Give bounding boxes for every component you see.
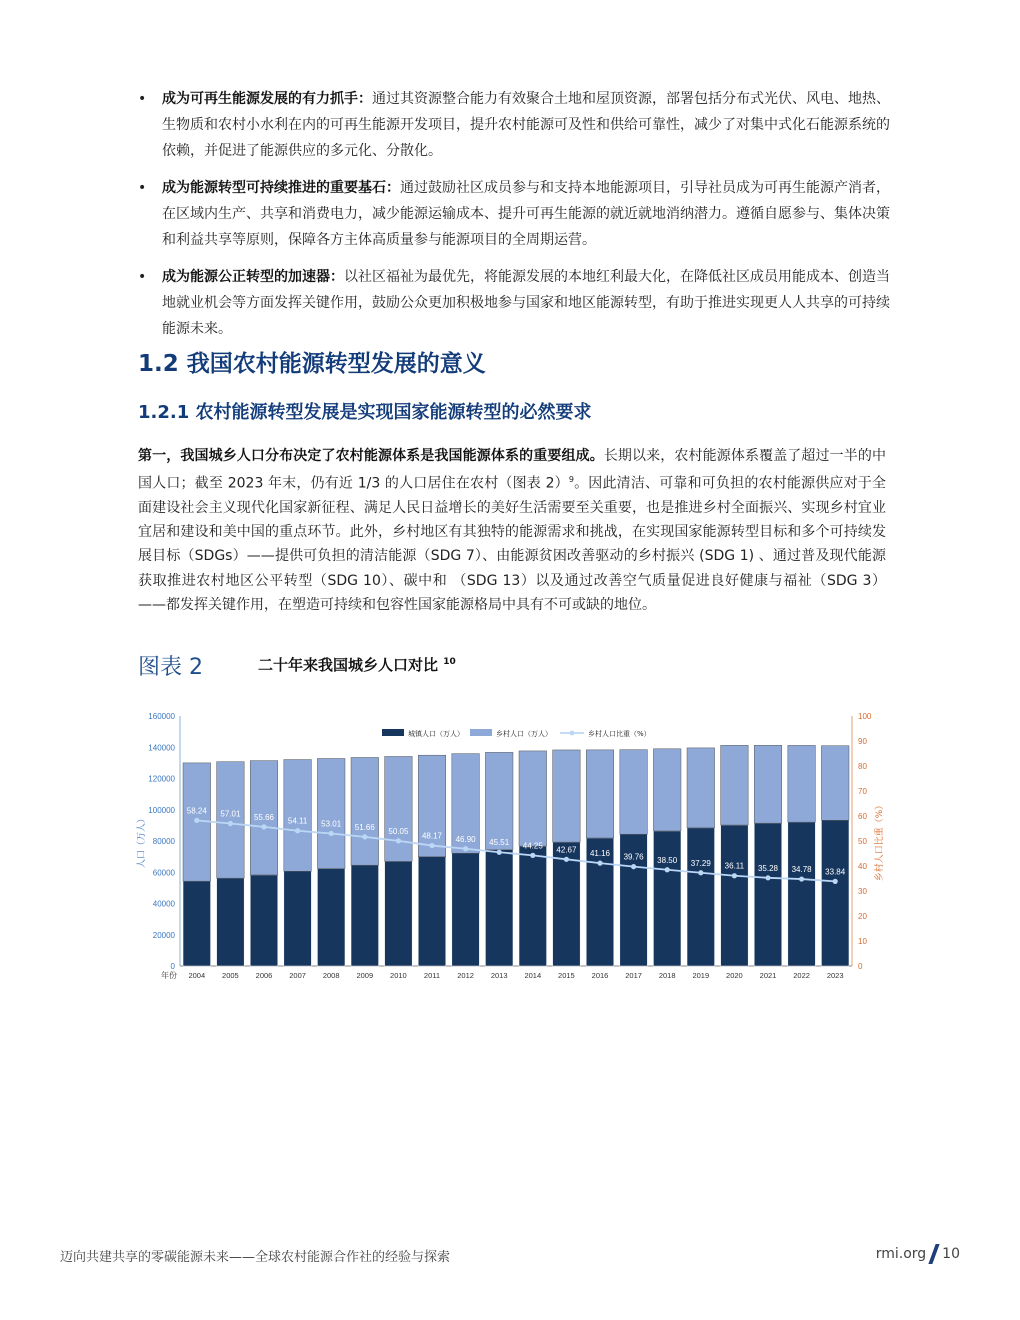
- y-tick-label: 0: [170, 962, 175, 971]
- bullet-text: 通过鼓励社区成员参与和支持本地能源项目，引导社员成为可再生能源产消者，在区域内生产、共享和消费电力，减少能源运输成本、提升可再生能源的就近就地消纳潜力。遵循自愿参与、集体决策和利益共享等原则，保障各方主体高质量参与能源项目的全周期运营。: [162, 180, 890, 248]
- rural-bar: [754, 745, 782, 823]
- rural-ratio-label: 33.84: [825, 867, 846, 877]
- rural-bar: [620, 750, 648, 835]
- rural-ratio-label: 42.67: [556, 845, 577, 855]
- rural-ratio-label: 54.11: [287, 816, 308, 826]
- rural-bar: [586, 750, 614, 838]
- rural-ratio-label: 35.28: [757, 863, 779, 873]
- urban-bar: [183, 881, 211, 966]
- urban-bar: [385, 861, 413, 966]
- y2-tick-label: 90: [858, 737, 867, 746]
- footer-right: [876, 1244, 960, 1264]
- rural-ratio-label: 44.25: [522, 841, 543, 851]
- rural-ratio-label: 41.16: [589, 849, 611, 859]
- x-tick-label: 2007: [289, 971, 306, 980]
- figure-title-text: 二十年来我国城乡人口对比: [258, 656, 439, 674]
- urban-bar: [485, 850, 513, 966]
- subsection-heading: 1.2.1 农村能源转型发展是实现国家能源转型的必然要求: [138, 402, 592, 423]
- rural-ratio-point: [396, 838, 401, 843]
- urban-bar: [519, 846, 547, 966]
- x-tick-label: 2023: [826, 971, 844, 980]
- figure-footnote-ref[interactable]: 10: [443, 657, 456, 667]
- footnote-ref[interactable]: 9: [568, 475, 574, 485]
- bullet-heading: 成为可再生能源发展的有力抓手：: [162, 91, 372, 107]
- x-tick-label: 2022: [793, 971, 810, 980]
- paragraph-lead: 第一，我国城乡人口分布决定了农村能源体系是我国能源体系的重要组成。: [138, 448, 604, 464]
- rural-bar: [317, 758, 345, 868]
- rural-bar: [418, 755, 446, 857]
- legend-ratio-label: 乡村人口比重（%）: [588, 730, 651, 738]
- bullet-heading: 成为能源转型可持续推进的重要基石：: [162, 180, 400, 196]
- y-tick-label: 120000: [148, 774, 175, 784]
- figure-title: [258, 654, 456, 675]
- rural-ratio-point: [228, 821, 233, 826]
- rural-ratio-point: [530, 853, 535, 858]
- bullet-text: 以社区福祉为最优先，将能源发展的本地红利最大化，在降低社区成员用能成本、创造当地就业机会等方面发挥关键作用，鼓励公众更加积极地参与国家和地区能源转型，有助于推进实现更人人共享的可持续能源未来。: [162, 269, 890, 337]
- rural-bar: [519, 751, 547, 846]
- paragraph-text: 长期以来，农村能源体系覆盖了超过一半的中国人口；截至 2023 年末，仍有近 1/3 的人口居住在农村（图表 2）: [138, 448, 887, 492]
- rural-bar: [653, 749, 681, 831]
- paragraph-text-cont: 。因此清洁、可靠和可负担的农村能源供应对于全面建设社会主义现代化国家新征程、满足人民日益增长的美好生活需要至关重要，也是推进乡村全面振兴、实现乡村宜业宜居和建设和美中国的重点环节。此外，乡村地区有其独特的能源需求和挑战，在实现国家能源转型目标和多个可持续发展目标（SDGs）——提供可负担的清洁能源（SDG 7）、由能源贫困改善驱动的乡村振兴 (SDG 1) 、通过普及现代能源获取推进农村地区公平转型（SDG 10）、碳中和 （SDG 13）以及通过改善空气质量促进良好健康与福祉（SDG 3）——都发挥关键作用，在塑造可持续和包容性国家能源格局中具有不可或缺的地位。: [138, 475, 886, 613]
- rural-ratio-label: 39.76: [623, 852, 644, 862]
- x-tick-label: 2006: [255, 971, 273, 980]
- rural-ratio-point: [799, 876, 804, 881]
- rural-ratio-label: 48.17: [421, 831, 443, 841]
- x-tick-label: 2017: [625, 971, 642, 980]
- x-tick-label: 2020: [726, 971, 743, 980]
- urban-bar: [351, 865, 379, 966]
- y2-tick-label: 0: [858, 962, 863, 971]
- urban-bar: [653, 831, 681, 966]
- legend-rural-label: 乡村人口（万人）: [496, 730, 552, 738]
- rural-ratio-point: [194, 818, 199, 823]
- urban-bar: [217, 878, 245, 966]
- y2-tick-label: 40: [858, 862, 867, 871]
- rural-ratio-point: [329, 831, 334, 836]
- population-chart: [130, 700, 890, 990]
- urban-bar: [418, 857, 446, 966]
- x-tick-label: 2010: [390, 971, 407, 980]
- urban-bar: [284, 871, 312, 966]
- urban-bar: [821, 820, 849, 966]
- footer-title: 迈向共建共享的零碳能源未来——全球农村能源合作社的经验与探索: [60, 1250, 451, 1265]
- bullet-heading: 成为能源公正转型的加速器：: [162, 269, 344, 285]
- urban-bar: [250, 875, 278, 966]
- rural-ratio-label: 46.90: [455, 834, 476, 844]
- urban-bar: [687, 828, 715, 966]
- rural-ratio-point: [765, 875, 770, 880]
- rural-ratio-label: 45.51: [489, 838, 510, 848]
- x-tick-label: 2013: [490, 971, 508, 980]
- urban-bar: [452, 853, 480, 966]
- rural-bar: [687, 748, 715, 828]
- rural-ratio-label: 58.24: [186, 806, 207, 816]
- x-tick-label: 2009: [356, 971, 374, 980]
- y2-tick-label: 70: [858, 787, 867, 796]
- x-tick-label: 2005: [222, 971, 239, 980]
- rural-ratio-label: 34.78: [791, 865, 812, 875]
- bullet-text: 通过其资源整合能力有效聚合土地和屋顶资源，部署包括分布式光伏、风电、地热、生物质和农村小水利在内的可再生能源开发项目，提升农村能源可及性和供给可靠性，减少了对集中式化石能源系统的依赖，并促进了能源供应的多元化、分散化。: [162, 91, 890, 159]
- y2-tick-label: 10: [858, 937, 867, 946]
- rural-ratio-point: [261, 824, 266, 829]
- rural-bar: [351, 757, 379, 865]
- x-tick-label: 2008: [322, 971, 340, 980]
- rural-ratio-label: 51.66: [354, 822, 375, 832]
- bullet-item: [138, 175, 898, 253]
- x-tick-label: 2018: [658, 971, 676, 980]
- y-tick-label: 160000: [148, 712, 175, 721]
- x-tick-label: 2004: [188, 971, 206, 980]
- rural-bar: [821, 746, 849, 821]
- urban-bar: [788, 822, 816, 966]
- y2-tick-label: 20: [858, 912, 867, 921]
- x-tick-label: 2014: [524, 971, 542, 980]
- rural-bar: [385, 756, 413, 861]
- rural-bar: [553, 750, 581, 842]
- y-tick-label: 60000: [152, 868, 175, 878]
- y-tick-label: 80000: [152, 837, 175, 846]
- rural-ratio-label: 37.29: [690, 858, 711, 868]
- legend-urban-label: 城镇人口（万人）: [408, 730, 464, 738]
- x-tick-label: 2019: [692, 971, 710, 980]
- rural-ratio-point: [429, 843, 434, 848]
- y2-tick-label: 50: [858, 837, 867, 846]
- bullet-dot-icon: •: [138, 91, 147, 107]
- y-tick-label: 40000: [152, 899, 175, 909]
- y2-tick-label: 100: [858, 712, 872, 721]
- rural-ratio-label: 38.50: [657, 855, 678, 865]
- page-number: 10: [942, 1246, 960, 1262]
- x-tick-label: 2016: [591, 971, 609, 980]
- y2-tick-label: 30: [858, 887, 867, 896]
- rural-ratio-point: [295, 828, 300, 833]
- y2-tick-label: 60: [858, 812, 867, 821]
- legend-rural-swatch: [470, 729, 492, 736]
- y-tick-label: 140000: [148, 743, 175, 753]
- rural-ratio-label: 57.01: [220, 809, 241, 819]
- section-heading: 1.2 我国农村能源转型发展的意义: [138, 351, 486, 377]
- rural-ratio-point: [597, 861, 602, 866]
- y-tick-label: 100000: [148, 805, 175, 815]
- rural-bar: [788, 745, 816, 822]
- slash-divider-icon: [929, 1244, 940, 1264]
- rural-ratio-point: [497, 850, 502, 855]
- urban-bar: [721, 825, 749, 966]
- legend-ratio-marker: [570, 731, 575, 736]
- rural-bar: [217, 762, 245, 878]
- x-tick-label: 2015: [558, 971, 575, 980]
- rural-ratio-point: [631, 864, 636, 869]
- rural-ratio-point: [732, 873, 737, 878]
- rural-ratio-label: 36.11: [724, 861, 745, 871]
- bullet-item: [138, 264, 898, 342]
- rural-ratio-point: [665, 867, 670, 872]
- x-axis-title: 年份: [161, 971, 177, 980]
- body-paragraph: [138, 444, 886, 617]
- footer-site-link[interactable]: rmi.org: [875, 1246, 927, 1262]
- rural-ratio-point: [564, 857, 569, 862]
- bullet-item: [138, 86, 898, 164]
- y2-axis-title: 乡村人口比重（%）: [875, 800, 885, 882]
- rural-ratio-point: [833, 879, 838, 884]
- rural-bar: [284, 760, 312, 872]
- rural-ratio-point: [698, 870, 703, 875]
- rural-ratio-point: [463, 846, 468, 851]
- figure-label: 图表 2: [138, 655, 203, 680]
- rural-bar: [485, 752, 513, 849]
- bullet-dot-icon: •: [138, 180, 147, 196]
- rural-ratio-point: [362, 834, 367, 839]
- legend-urban-swatch: [382, 729, 404, 736]
- x-tick-label: 2012: [457, 971, 474, 980]
- y2-tick-label: 80: [858, 762, 867, 771]
- rural-bar: [721, 745, 749, 825]
- rural-ratio-label: 53.01: [321, 819, 342, 829]
- rural-ratio-label: 55.66: [253, 812, 275, 822]
- bullet-list: [138, 86, 898, 353]
- rural-ratio-label: 50.05: [388, 826, 409, 836]
- y-axis-title: 人口（万人）: [137, 813, 147, 869]
- urban-bar: [754, 823, 782, 966]
- urban-bar: [317, 868, 345, 966]
- bullet-dot-icon: •: [138, 269, 147, 285]
- y-tick-label: 20000: [152, 930, 175, 940]
- x-tick-label: 2011: [423, 971, 441, 980]
- x-tick-label: 2021: [759, 971, 777, 980]
